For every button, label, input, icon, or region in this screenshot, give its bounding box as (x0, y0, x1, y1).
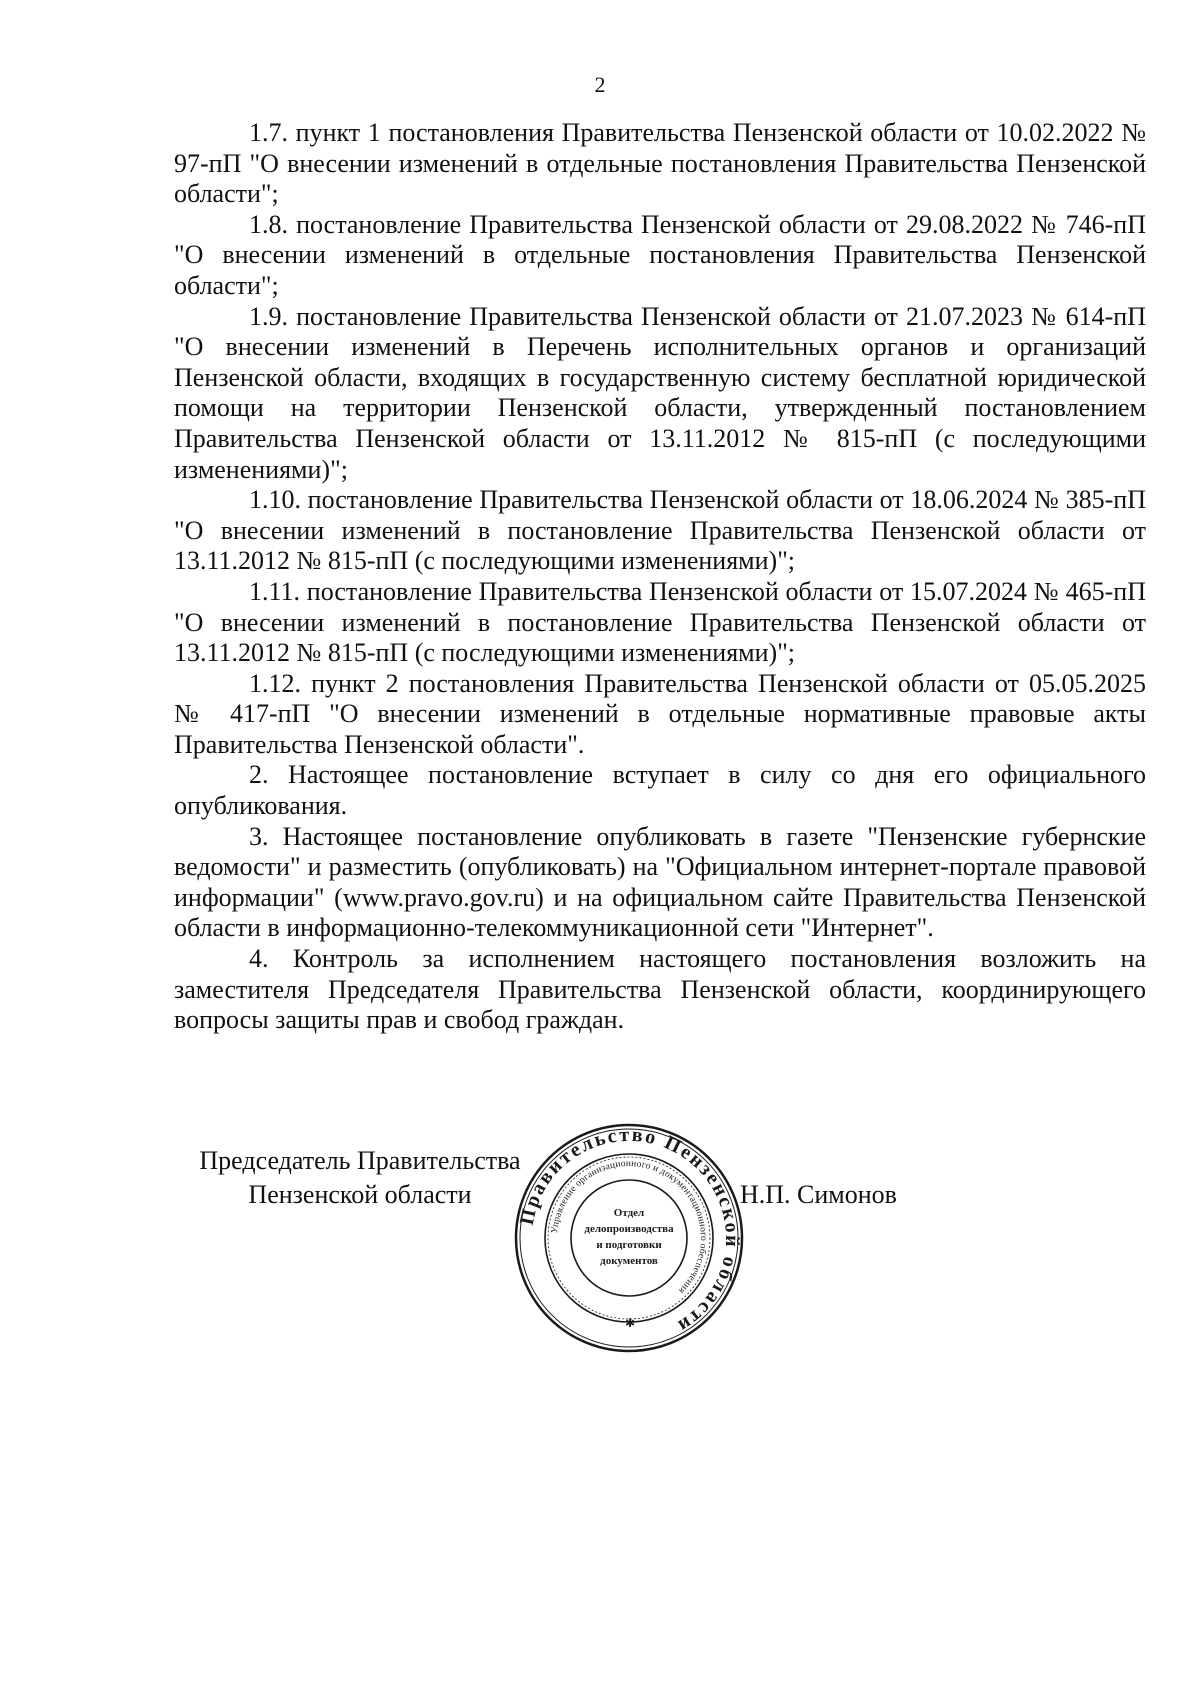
signatory-position-line2: Пензенской области (248, 1180, 472, 1209)
paragraph-1-11: 1.11. постановление Правительства Пензенской области от 15.07.2024 № 465-пП "О внесении изменений в постановление Правительства Пензенской области от 13.11.2012 № 815-пП (с последующими изменениями)"; (174, 576, 1146, 668)
paragraph-1-7: 1.7. пункт 1 постановления Правительства Пензенской области от 10.02.2022 № 97-пП "О внесении изменений в отдельные постановления Правительства Пензенской области"; (174, 118, 1146, 209)
paragraph-1-12: 1.12. пункт 2 постановления Правительства Пензенской области от 05.05.2025 № 417-пП "О внесении изменений в отдельные нормативные правовые акты Правительства Пензенской области". (174, 668, 1146, 759)
document-body (174, 118, 1146, 1036)
signatory-position-line1: Председатель Правительства (199, 1146, 521, 1175)
paragraph-4: 4. Контроль за исполнением настоящего постановления возложить на заместителя Председателя Правительства Пензенской области, координирующего вопросы защиты прав и свобод граждан. (174, 944, 1146, 1035)
page-number: 2 (594, 72, 606, 97)
paragraph-3: 3. Настоящее постановление опубликовать в газете "Пензенские губернские ведомости" и разместить (опубликовать) на "Официальном интернет-портале правовой информации" (www.pravo.gov.ru) и на официальном сайте Правительства Пензенской области в информационно-телекоммуникационной сети "Интернет". (174, 821, 1146, 943)
paragraph-1-10: 1.10. постановление Правительства Пензенской области от 18.06.2024 № 385-пП "О внесении изменений в постановление Правительства Пензенской области от 13.11.2012 № 815-пП (с последующими изменениями)"; (174, 485, 1146, 576)
seal-outer-text: Правительство Пензенской области (515, 1123, 744, 1339)
signature-block (0, 1123, 1200, 1384)
official-seal (513, 1122, 745, 1354)
seal-center-line3: и подготовки (596, 1239, 662, 1251)
signatory-position (180, 1144, 540, 1212)
paragraph-1-9: 1.9. постановление Правительства Пензенской области от 21.07.2023 № 614-пП "О внесении изменений в Перечень исполнительных органов и организаций Пензенской области, входящих в государственную систему бесплатной юридической помощи на территории Пензенской области, утвержденный постановлением Правительства Пензенской области от 13.11.2012 № 815-пП (с последующими изменениями)"; (174, 301, 1146, 484)
seal-star-icon: ✱ (625, 1316, 636, 1330)
seal-center-line2: делопроизводства (584, 1223, 674, 1235)
paragraph-1-8: 1.8. постановление Правительства Пензенской области от 29.08.2022 № 746-пП "О внесении изменений в отдельные постановления Правительства Пензенской области"; (174, 209, 1146, 300)
seal-center-line1: Отдел (613, 1207, 645, 1219)
seal-graphic (513, 1122, 745, 1354)
seal-center-line4: документов (600, 1255, 658, 1267)
paragraph-2: 2. Настоящее постановление вступает в силу со дня его официального опубликования. (174, 760, 1146, 821)
signatory-name: Н.П. Симонов (740, 1180, 897, 1209)
seal-middle-text: Управление организационного и документационного обеспечения (550, 1158, 709, 1296)
